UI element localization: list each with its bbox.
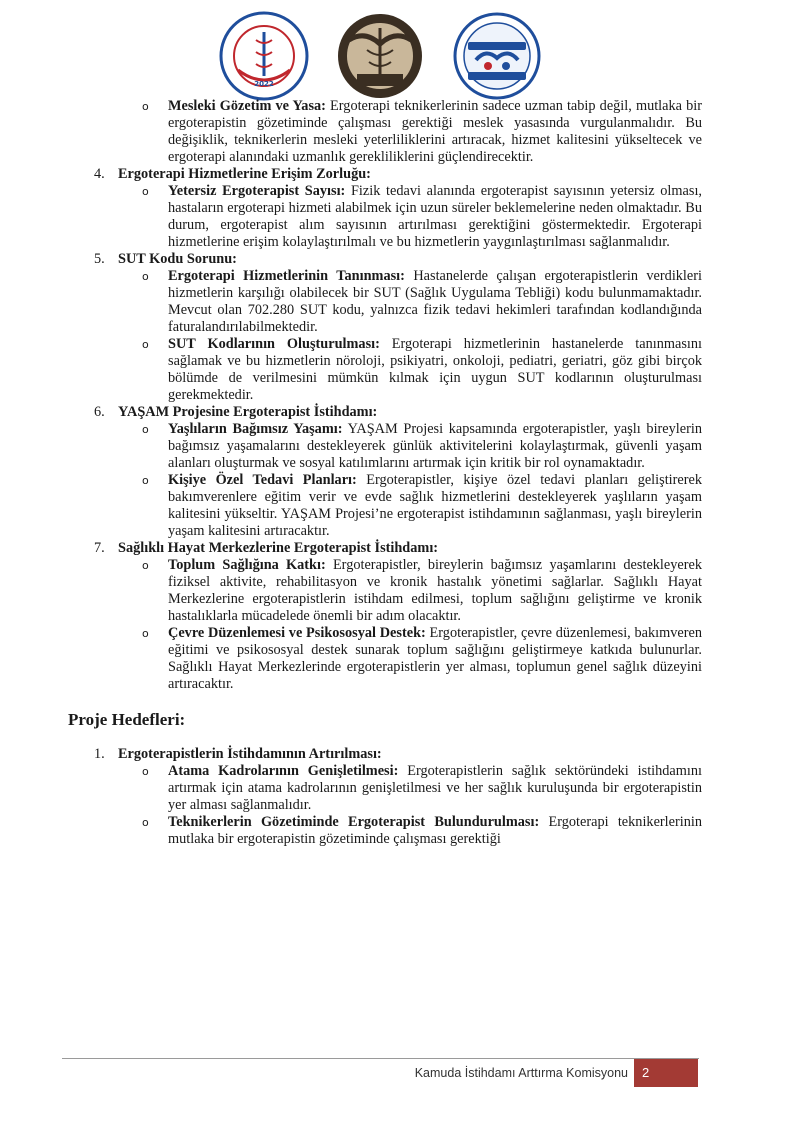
bullet-marker: o xyxy=(142,816,149,829)
bullet-paragraph xyxy=(168,814,702,848)
bullet-paragraph xyxy=(168,763,702,814)
page-number: 2 xyxy=(634,1059,698,1087)
item-title: SUT Kodu Sorunu: xyxy=(118,251,237,267)
bullet-text: Fizik tedavi alanında ergoterapist sayısının yetersiz olması, hastaların ergoterapi hizmeti alabilmek için uzun süreler beklemelerine neden olmaktadır. Bu durum, ergoterapist alım sayısının artırılması gerektiğini göstermektedir. Ergoterapi hizmetlerine erişim kolaylaştırılmalı ve bu hizmetlerin yaygınlaştırılması sağlanmalıdır. xyxy=(168,183,702,250)
bullet-title: Yetersiz Ergoterapist Sayısı: xyxy=(168,183,346,199)
bullet-text: Ergoterapi teknikerlerinin mutlaka bir ergoterapistin gözetiminde çalışması gerektiği xyxy=(168,814,702,847)
bullet-paragraph xyxy=(168,625,702,693)
bullet-item xyxy=(62,763,702,814)
item-number: 1. xyxy=(94,746,105,762)
bullet-text: Ergoterapi hizmetlerinin hastanelerde tanınmasını sağlamak ve bu hizmetlerin nöroloji, psikiyatri, onkoloji, pediatri, geriatri, göz gibi birçok bölümde de verilmesini mümkün kılmak için uygun SUT kodlarının oluşturulması gerekmektedir. xyxy=(168,336,702,403)
bullet-text: Ergoterapi teknikerlerinin sadece uzman tabip değil, mutlaka bir ergoterapistin gözetiminde çalışması gerektiği meslek yasasında vurgulanmalıdır. Bu değişiklik, teknikerlerin mesleki yeterliliklerini artıracak, hizmet kalitesini yükseltecek ve ergoterapi alanındaki uzmanlık gerekliliklerini güçlendirecektir. xyxy=(168,98,702,165)
bullet-marker: o xyxy=(142,474,149,487)
item-number: 6. xyxy=(94,404,105,420)
item-number: 5. xyxy=(94,251,105,267)
bullet-paragraph xyxy=(168,183,702,251)
bullet-text: Ergoterapistlerin sağlık sektöründeki istihdamını artırmak için atama kadrolarının genişletilmesi ve her sağlık kuruluşunda bir ergoterapistin yer alması sağlanmalıdır. xyxy=(168,763,702,813)
numbered-heading xyxy=(62,404,702,421)
bullet-title: Ergoterapi Hizmetlerinin Tanınması: xyxy=(168,268,405,284)
bullet-marker: o xyxy=(142,765,149,778)
numbered-heading xyxy=(62,540,702,557)
logo1-year: 2022 xyxy=(254,80,274,88)
kamu-birligi-konfederasyonu-logo xyxy=(452,10,542,102)
bullet-text: Ergoterapistler, çevre düzenlemesi, bakımveren eğitimi ve psikososyal destek sunarak toplum sağlığını geliştirmeye katkıda bulunurlar. Sağlıklı Hayat Merkezlerinde ergoterapistlerin yer alması, toplumun genel sağlık düzeyini artıracaktır. xyxy=(168,625,702,692)
bullet-marker: o xyxy=(142,185,149,198)
footer-title: Kamuda İstihdamı Arttırma Komisyonu xyxy=(414,1066,628,1080)
item-title: Ergoterapistlerin İstihdamının Artırılması: xyxy=(118,746,382,762)
bullet-item xyxy=(62,183,702,251)
bullet-paragraph xyxy=(168,421,702,472)
bullet-text: Ergoterapistler, kişiye özel tedavi planları geliştirerek bakımverenlere eğitim verir ve evde sağlık hizmetlerini destekleyerek yaşlıların yaşam kalitesini yükseltir. YAŞAM Projesi’ne ergoterapist istihdamının sağlanması, yaşlı bireylerin yaşam kalitesini artıracaktır. xyxy=(168,472,702,539)
bullet-text: Ergoterapistler, bireylerin bağımsız yaşamlarını destekleyerek fiziksel aktivite, rehabilitasyon ve kronik hastalık yönetimi sağlarlar. Sağlıklı Hayat Merkezlerine ergoterapistlerin istihdam edilmesi, toplum sağlığını geliştirme ve kronik hastalıklarla mücadelede önemli bir adım olacaktır. xyxy=(168,557,703,624)
bullet-title: Toplum Sağlığına Katkı: xyxy=(168,557,326,573)
footer-divider xyxy=(62,1058,699,1059)
bullet-marker: o xyxy=(142,270,149,283)
document-body xyxy=(62,98,702,848)
bullet-text: Hastanelerde çalışan ergoterapistlerin verdikleri hizmetlerin karşılığı olabilecek bir SUT (Sağlık Uygulama Tebliği) kodu bulunmamaktadır. Mevcut olan 702.280 SUT kodu, yalnızca fizik tedavi hekimleri tarafından kodlandığında faturalandırılabilmektedir. xyxy=(168,268,702,335)
bullet-title: SUT Kodlarının Oluşturulması: xyxy=(168,336,380,352)
bullet-paragraph xyxy=(168,472,702,540)
numbered-heading xyxy=(62,746,702,763)
bullet-title: Teknikerlerin Gözetiminde Ergoterapist Bulundurulması: xyxy=(168,814,540,830)
bullet-paragraph xyxy=(168,268,702,336)
bullet-marker: o xyxy=(142,100,149,113)
bullet-item xyxy=(62,814,702,848)
genc-saglik-sendikasi-logo xyxy=(218,10,310,102)
bullet-marker: o xyxy=(142,338,149,351)
item-title: Ergoterapi Hizmetlerine Erişim Zorluğu: xyxy=(118,166,371,182)
item-number: 4. xyxy=(94,166,105,182)
bullet-marker: o xyxy=(142,559,149,572)
bullet-item xyxy=(62,625,702,693)
bullet-paragraph xyxy=(168,336,702,404)
bullet-paragraph xyxy=(168,557,702,625)
bullet-title: Atama Kadrolarının Genişletilmesi: xyxy=(168,763,399,779)
bullet-item xyxy=(62,336,702,404)
section-title: Proje Hedefleri: xyxy=(68,710,186,729)
item-title: YAŞAM Projesine Ergoterapist İstihdamı: xyxy=(118,404,378,420)
header-logos xyxy=(0,10,785,105)
bullet-paragraph xyxy=(168,98,702,166)
bullet-title: Kişiye Özel Tedavi Planları: xyxy=(168,472,357,488)
bullet-marker: o xyxy=(142,627,149,640)
bullet-text: YAŞAM Projesi kapsamında ergoterapistler, yaşlı bireylerin bağımsız yaşamalarını destekleyerek günlük aktivitelerini kolaylaştırmak, güvenli yaşam alanları oluşturmak ve sosyal katılımlarını artırmak için kritik bir rol oynamaktadır. xyxy=(168,421,702,471)
bullet-title: Yaşlıların Bağımsız Yaşamı: xyxy=(168,421,343,437)
bullet-item xyxy=(62,268,702,336)
bullet-item xyxy=(62,421,702,472)
numbered-heading xyxy=(62,166,702,183)
bullet-title: Mesleki Gözetim ve Yasa: xyxy=(168,98,326,114)
saglikci-birligi-logo xyxy=(335,10,425,102)
bullet-marker: o xyxy=(142,423,149,436)
bullet-title: Çevre Düzenlemesi ve Psikososyal Destek: xyxy=(168,625,426,641)
bullet-item xyxy=(62,98,702,166)
bullet-item xyxy=(62,472,702,540)
item-number: 7. xyxy=(94,540,105,556)
bullet-item xyxy=(62,557,702,625)
item-title: Sağlıklı Hayat Merkezlerine Ergoterapist İstihdamı: xyxy=(118,540,439,556)
numbered-heading xyxy=(62,251,702,268)
